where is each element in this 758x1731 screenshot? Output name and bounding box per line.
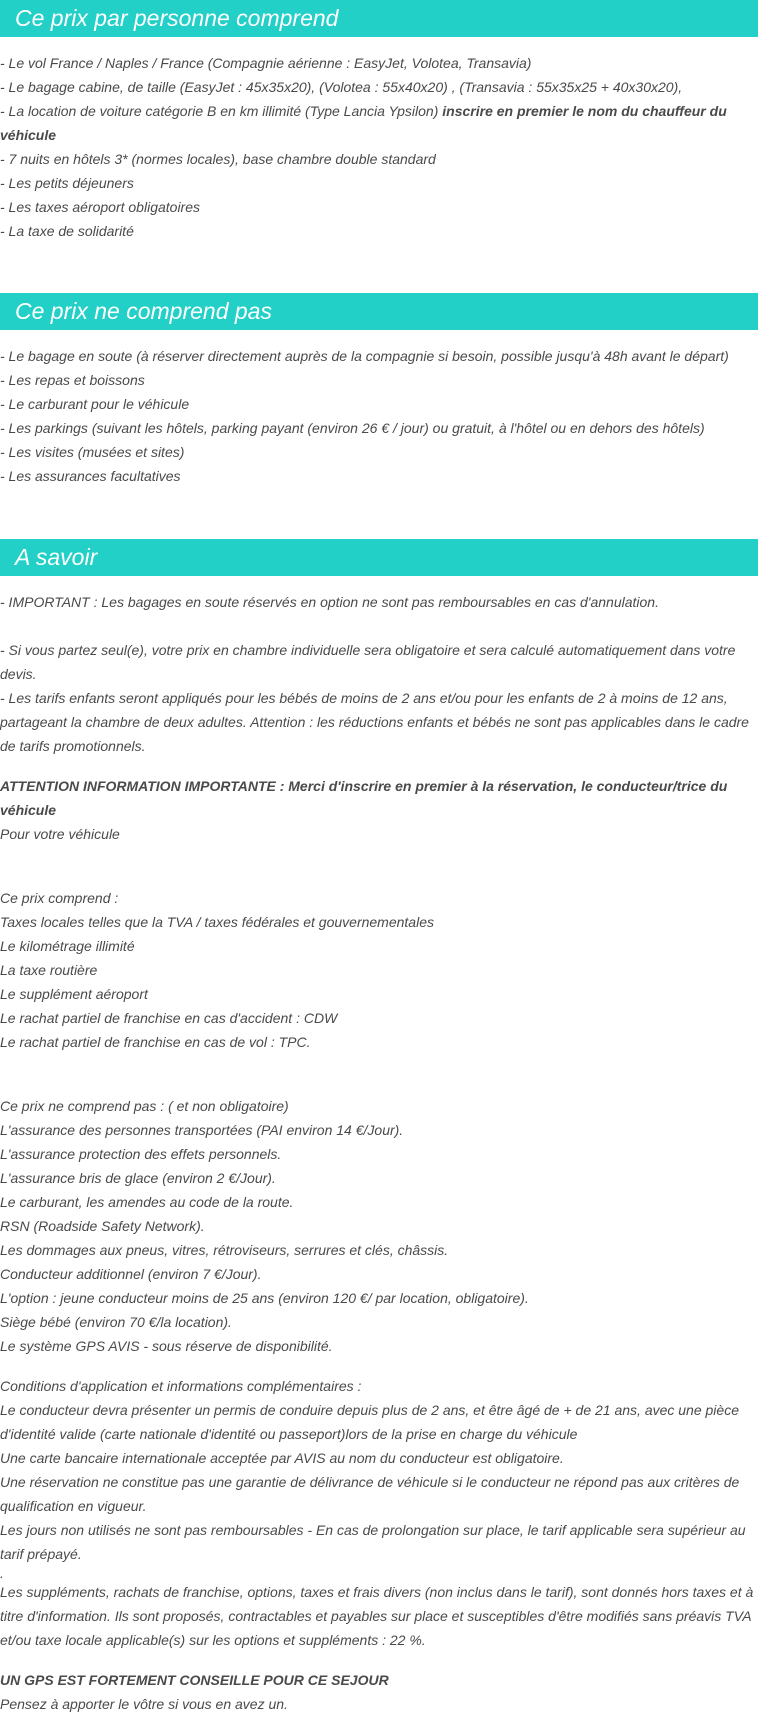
to-know-content <box>0 576 758 1716</box>
list-item: Siège bébé (environ 70 €/la location). <box>0 1314 232 1330</box>
list-item: Le système GPS AVIS - sous réserve de disponibilité. <box>0 1338 333 1354</box>
list-item: Les dommages aux pneus, vitres, rétroviseurs, serrures et clés, châssis. <box>0 1242 449 1258</box>
spacer <box>0 488 758 539</box>
list-item: Taxes locales telles que la TVA / taxes fédérales et gouvernementales <box>0 914 434 930</box>
list-item: L'assurance protection des effets personnels. <box>0 1146 282 1162</box>
gps-title: UN GPS EST FORTEMENT CONSEILLE POUR CE SEJOUR <box>0 1672 389 1688</box>
list-item: Le rachat partiel de franchise en cas d'accident : CDW <box>0 1010 338 1026</box>
not-included-list <box>0 330 758 488</box>
car-not-included-title: Ce prix ne comprend pas : ( et non obligatoire) <box>0 1098 289 1114</box>
list-item: La taxe routière <box>0 962 98 978</box>
section-title-not-included: Ce prix ne comprend pas <box>0 293 758 330</box>
attention-driver-note: ATTENTION INFORMATION IMPORTANTE : Merci d'inscrire en premier à la réservation, le conducteur/trice du véhicule <box>0 778 728 818</box>
list-item: - Les visites (musées et sites) <box>0 444 185 460</box>
car-included-title: Ce prix comprend : <box>0 890 119 906</box>
list-item: Le kilométrage illimité <box>0 938 135 954</box>
single-room-note: - Si vous partez seul(e), votre prix en chambre individuelle sera obligatoire et sera calculé automatiquement dans votre devis. <box>0 642 736 682</box>
included-list <box>0 37 758 243</box>
section-title-included: Ce prix par personne comprend <box>0 0 758 37</box>
list-item: - Le bagage en soute (à réserver directement auprès de la compagnie si besoin, possible jusqu'à 48h avant le départ) <box>0 348 729 364</box>
list-item: RSN (Roadside Safety Network). <box>0 1218 205 1234</box>
spacer <box>0 243 758 293</box>
driver-note: inscrire en premier le nom du chauffeur du véhicule <box>0 103 727 143</box>
list-item: - Les taxes aéroport obligatoires <box>0 199 200 215</box>
list-item: Une carte bancaire internationale acceptée par AVIS au nom du conducteur est obligatoire. <box>0 1450 564 1466</box>
list-item: Le rachat partiel de franchise en cas de vol : TPC. <box>0 1034 311 1050</box>
children-rates-note: - Les tarifs enfants seront appliqués pour les bébés de moins de 2 ans et/ou pour les enfants de 2 à moins de 12 ans, partageant la chambre de deux adultes. Attention : les réductions enfants et bébés ne sont pas applicables dans le cadre de tarifs promotionnels. <box>0 690 749 754</box>
list-item: - Les petits déjeuners <box>0 175 134 191</box>
list-item: Le conducteur devra présenter un permis de conduire depuis plus de 2 ans, et être âgé de + de 21 ans, avec une pièce d'identité valide (carte nationale d'identité ou passeport)lors de la prise en charge du véhicule <box>0 1402 739 1442</box>
list-item: - La taxe de solidarité <box>0 223 134 239</box>
list-item: Conducteur additionnel (environ 7 €/Jour). <box>0 1266 262 1282</box>
list-item: Une réservation ne constitue pas une garantie de délivrance de véhicule si le conducteur ne répond pas aux critères de qualification en vigueur. <box>0 1474 740 1514</box>
list-item: - Les parkings (suivant les hôtels, parking payant (environ 26 € / jour) ou gratuit, à l'hôtel ou en dehors des hôtels) <box>0 420 705 436</box>
list-item: L'option : jeune conducteur moins de 25 ans (environ 120 €/ par location, obligatoire). <box>0 1290 529 1306</box>
car-rental-text: - La location de voiture catégorie B en km illimité (Type Lancia Ypsilon) <box>0 103 443 119</box>
list-item: Les suppléments, rachats de franchise, options, taxes et frais divers (non inclus dans le tarif), sont donnés hors taxes et à titre d'information. Ils sont proposés, contractables et payables sur place et susceptibles d'être modifiés sans préavis TVA et/ou taxe locale applicable(s) sur les options et suppléments : 22 %. <box>0 1584 754 1648</box>
list-item: - 7 nuits en hôtels 3* (normes locales), base chambre double standard <box>0 151 436 167</box>
list-item: - Le carburant pour le véhicule <box>0 396 190 412</box>
conditions-title: Conditions d'application et informations complémentaires : <box>0 1378 362 1394</box>
list-item: - Les repas et boissons <box>0 372 145 388</box>
list-item: Le carburant, les amendes au code de la route. <box>0 1194 294 1210</box>
list-item: L'assurance bris de glace (environ 2 €/Jour). <box>0 1170 276 1186</box>
important-baggage-note: - IMPORTANT : Les bagages en soute réservés en option ne sont pas remboursables en cas d'annulation. <box>0 594 659 610</box>
list-item: Les jours non utilisés ne sont pas remboursables - En cas de prolongation sur place, le tarif applicable sera supérieur au tarif prépayé. <box>0 1522 746 1562</box>
list-item: . <box>0 1565 4 1581</box>
for-vehicle-label: Pour votre véhicule <box>0 826 120 842</box>
list-item: - Le vol France / Naples / France (Compagnie aérienne : EasyJet, Volotea, Transavia) <box>0 55 532 71</box>
list-item: - Le bagage cabine, de taille (EasyJet : 45x35x20), (Volotea : 55x40x20) , (Transavia : 55x35x25 + 40x30x20), <box>0 79 683 95</box>
section-title-to-know: A savoir <box>0 539 758 576</box>
list-item: L'assurance des personnes transportées (PAI environ 14 €/Jour). <box>0 1122 404 1138</box>
list-item: - Les assurances facultatives <box>0 468 181 484</box>
gps-text: Pensez à apporter le vôtre si vous en avez un. <box>0 1696 288 1712</box>
list-item <box>0 99 758 147</box>
list-item: Le supplément aéroport <box>0 986 148 1002</box>
